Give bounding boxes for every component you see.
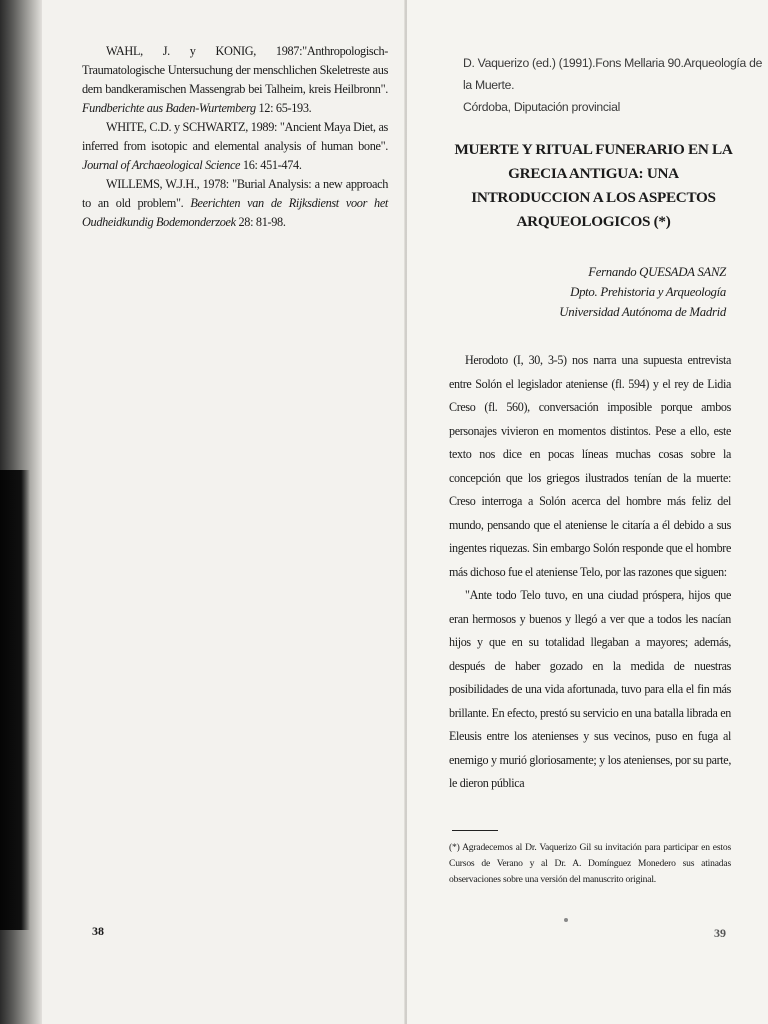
scan-dark-edge bbox=[0, 470, 30, 930]
page-number-left: 38 bbox=[92, 924, 104, 938]
scan-speck bbox=[564, 918, 568, 922]
source-citation: D. Vaquerizo (ed.) (1991).Fons Mellaria 90.Arqueología de la Muerte. Córdoba, Diputación provincial bbox=[463, 56, 763, 114]
author-name: Fernando QUESADA SANZ bbox=[588, 265, 726, 279]
left-page bbox=[42, 0, 405, 1024]
body-paragraph: "Ante todo Telo tuvo, en una ciudad próspera, hijos que eran hermosos y buenos y llegó a ver que a todos les nacían hijos y que en su totalidad llegaban a mayores; además, después de haber gozado en la medida de nuestras posibilidades de una vida afortunada, tuvo para ella el fin más brillante. En efecto, prestó su servicio en una batalla librada en Eleusis entre los atenienses y sus vecinos, puso en fuga al enemigo y murió gloriosamente; y los atenienses, por su parte, le dieron pública bbox=[449, 588, 731, 790]
author-block bbox=[527, 262, 726, 322]
reference-entry: WAHL, J. y KONIG, 1987:"Anthropologisch-Traumatologische Untersuchung der menschlichen Skeletreste aus dem bandkeramischen Massengrab bei Talheim, kreis Heilbronn". Fundberichte aus Baden-Wurtemberg 12: 65-193. bbox=[82, 44, 388, 115]
right-page bbox=[407, 0, 768, 1024]
footnote-rule bbox=[452, 830, 498, 831]
author-department: Dpto. Prehistoria y Arqueología bbox=[570, 285, 726, 299]
reference-journal: Fundberichte aus Baden-Wurtemberg bbox=[82, 101, 256, 115]
article-title: MUERTE Y RITUAL FUNERARIO EN LA GRECIA ANTIGUA: UNA INTRODUCCION A LOS ASPECTOS ARQUEOLOGICOS (*) bbox=[454, 141, 733, 230]
article-body bbox=[449, 349, 731, 796]
reference-entry: WILLEMS, W.J.H., 1978: "Burial Analysis: a new approach to an old problem". Beerichten van de Rijksdienst voor het Oudheidkundig Bodemonderzoek 28: 81-98. bbox=[82, 177, 388, 229]
page-number-right: 39 bbox=[714, 926, 726, 940]
author-university: Universidad Autónoma de Madrid bbox=[559, 305, 726, 319]
reference-list bbox=[82, 42, 388, 232]
footnote: (*) Agradecemos al Dr. Vaquerizo Gil su invitación para participar en estos Cursos de Verano y al Dr. A. Domínguez Monedero sus atinadas observaciones sobre una versión del manuscrito original. bbox=[449, 842, 731, 885]
reference-entry: WHITE, C.D. y SCHWARTZ, 1989: "Ancient Maya Diet, as inferred from isotopic and elemental analysis of human bone". Journal of Archaeological Science 16: 451-474. bbox=[82, 120, 388, 172]
reference-journal: Beerichten van de Rijksdienst voor het Oudheidkundig Bodemonderzoek bbox=[82, 196, 388, 229]
reference-journal: Journal of Archaeological Science bbox=[82, 158, 241, 172]
body-paragraph: Herodoto (I, 30, 3-5) nos narra una supuesta entrevista entre Solón el legislador ateniense (fl. 594) y el rey de Lidia Creso (fl. 560), conversación imposible porque ambos personajes vivieron en momentos distintos. Pese a ello, este texto nos dice en pocas líneas muchas cosas sobre la concepción que los griegos ilustrados tenían de la muerte: Creso interroga a Solón acerca del hombre más feliz del mundo, pensando que el ateniense le citaría a él debido a sus ingentes riquezas. Sin embargo Solón responde que el hombre más dichoso fue el ateniense Telo, por las razones que siguen: bbox=[449, 353, 731, 579]
